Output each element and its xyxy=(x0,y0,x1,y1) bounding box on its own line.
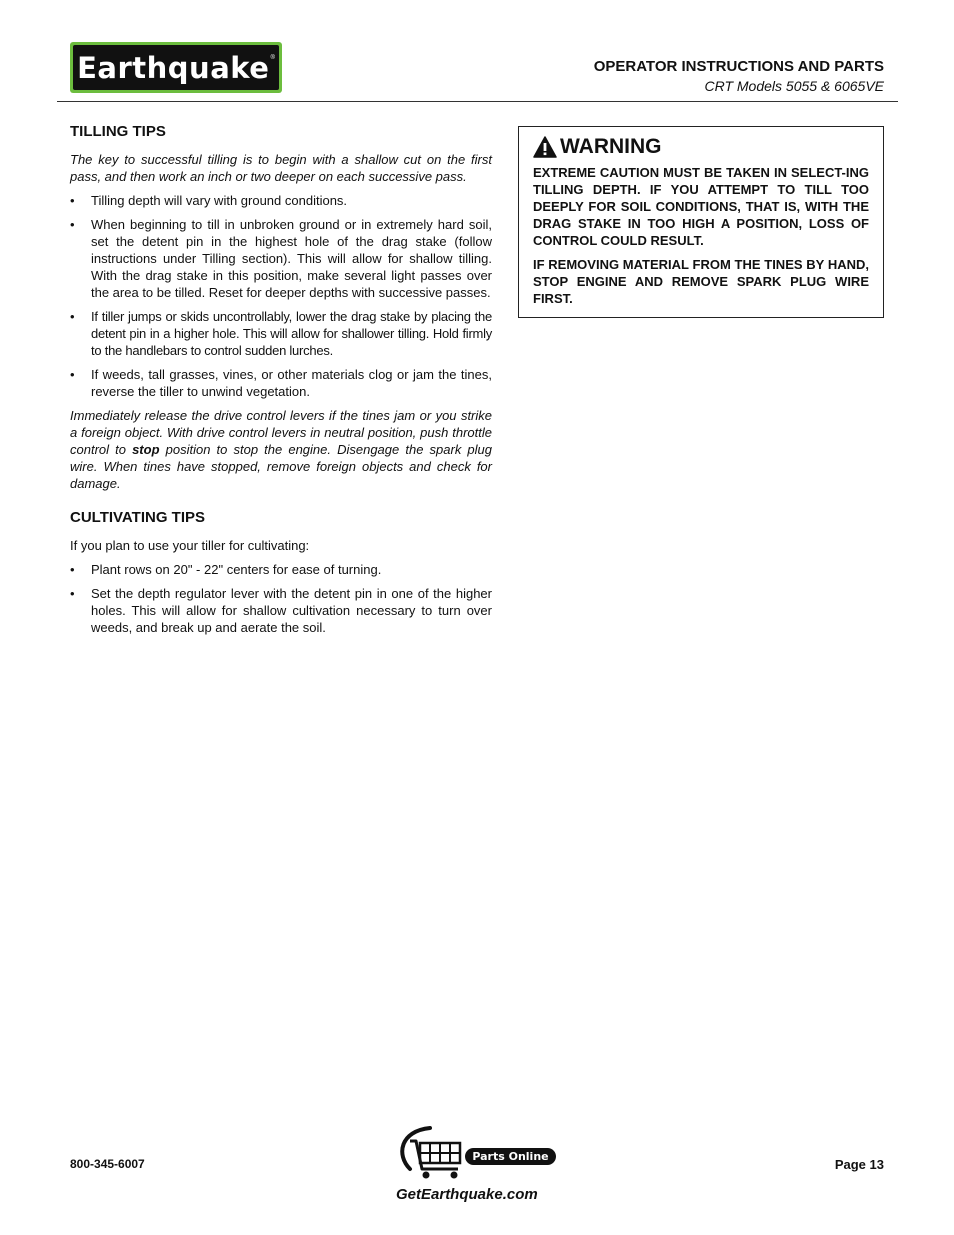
tilling-closing-note xyxy=(70,407,492,492)
list-item-text: When beginning to till in unbroken ground or in extremely hard soil, set the detent pin in the highest hole of the drag stake (follow instructions under Tilling section). This will allow for shallow tilling. With the drag stake in this position, make several light passes over the area to be tilled. Reset for deeper depths with successive passes. xyxy=(91,217,492,300)
website-link[interactable]: GetEarthquake.com xyxy=(396,1186,538,1203)
list-item-text: Set the depth regulator lever with the detent pin in one of the higher holes. This will allow for shallow cultivation necessary to turn over weeds, and break up and aerate the soil. xyxy=(91,586,492,635)
cultivating-bullet-list xyxy=(70,561,492,636)
bullet-icon: • xyxy=(70,193,75,208)
bullet-icon: • xyxy=(70,367,75,382)
page-number: Page 13 xyxy=(834,1157,884,1172)
left-column xyxy=(70,123,492,643)
tilling-bullet-list xyxy=(70,192,492,400)
tilling-tips-heading: TILLING TIPS xyxy=(70,123,166,140)
closing-text-part-1: Immediately release the drive control levers if the tines jam or you strike a foreign object. With drive control levers in neutral position, push throttle control to xyxy=(70,408,492,457)
list-item-text: If weeds, tall grasses, vines, or other materials clog or jam the tines, reverse the tiller to unwind vegetation. xyxy=(91,367,492,399)
earthquake-logo xyxy=(70,42,282,93)
list-item xyxy=(70,366,492,400)
list-item-text: Plant rows on 20" - 22" centers for ease of turning. xyxy=(91,562,382,577)
list-item xyxy=(70,308,492,359)
bullet-icon: • xyxy=(70,217,75,232)
bullet-icon: • xyxy=(70,562,75,577)
parts-online-button[interactable]: Parts Online xyxy=(465,1148,556,1165)
warning-box xyxy=(518,126,884,318)
tilling-intro: The key to successful tilling is to begin with a shallow cut on the first pass, and then work an inch or two deeper on each successive pass. xyxy=(70,152,492,184)
phone-number: 800-345-6007 xyxy=(70,1157,145,1171)
warning-header xyxy=(533,135,869,159)
list-item xyxy=(70,561,492,578)
warning-paragraph-2: IF REMOVING MATERIAL FROM THE TINES BY HAND, STOP ENGINE AND REMOVE SPARK PLUG WIRE FIRST. xyxy=(533,257,869,306)
document-title: OPERATOR INSTRUCTIONS AND PARTS xyxy=(593,58,884,75)
header-divider xyxy=(57,101,898,102)
bullet-icon: • xyxy=(70,586,75,601)
list-item xyxy=(70,585,492,636)
logo-text: Earthquake xyxy=(77,50,270,85)
list-item-text: If tiller jumps or skids uncontrollably, lower the drag stake by placing the detent pin in a higher hole. This will allow for shallower tilling. Hold firmly to the handlebars to control sudden lurches. xyxy=(91,309,492,358)
warning-triangle-icon xyxy=(533,136,557,158)
bullet-icon: • xyxy=(70,309,75,324)
list-item xyxy=(70,216,492,301)
closing-text-bold: stop xyxy=(132,442,160,457)
cultivating-intro: If you plan to use your tiller for cultivating: xyxy=(70,538,310,553)
list-item-text: Tilling depth will vary with ground conditions. xyxy=(91,193,348,208)
closing-text-part-2: position to stop the engine. Disengage the spark plug wire. When tines have stopped, remove foreign objects and check for damage. xyxy=(70,442,492,491)
logo-trademark: ® xyxy=(270,54,275,61)
document-subtitle: CRT Models 5055 & 6065VE xyxy=(704,78,884,94)
warning-paragraph-1: EXTREME CAUTION MUST BE TAKEN IN SELECT-ING TILLING DEPTH. IF YOU ATTEMPT TO TILL TOO DEEPLY FOR SOIL CONDITIONS, THAT IS, WITH THE DRAG STAKE IN TOO HIGH A POSITION, LOSS OF CONTROL COULD RESULT. xyxy=(533,165,869,248)
warning-title: WARNING xyxy=(560,135,662,158)
list-item xyxy=(70,192,492,209)
cultivating-tips-heading: CULTIVATING TIPS xyxy=(70,509,205,526)
